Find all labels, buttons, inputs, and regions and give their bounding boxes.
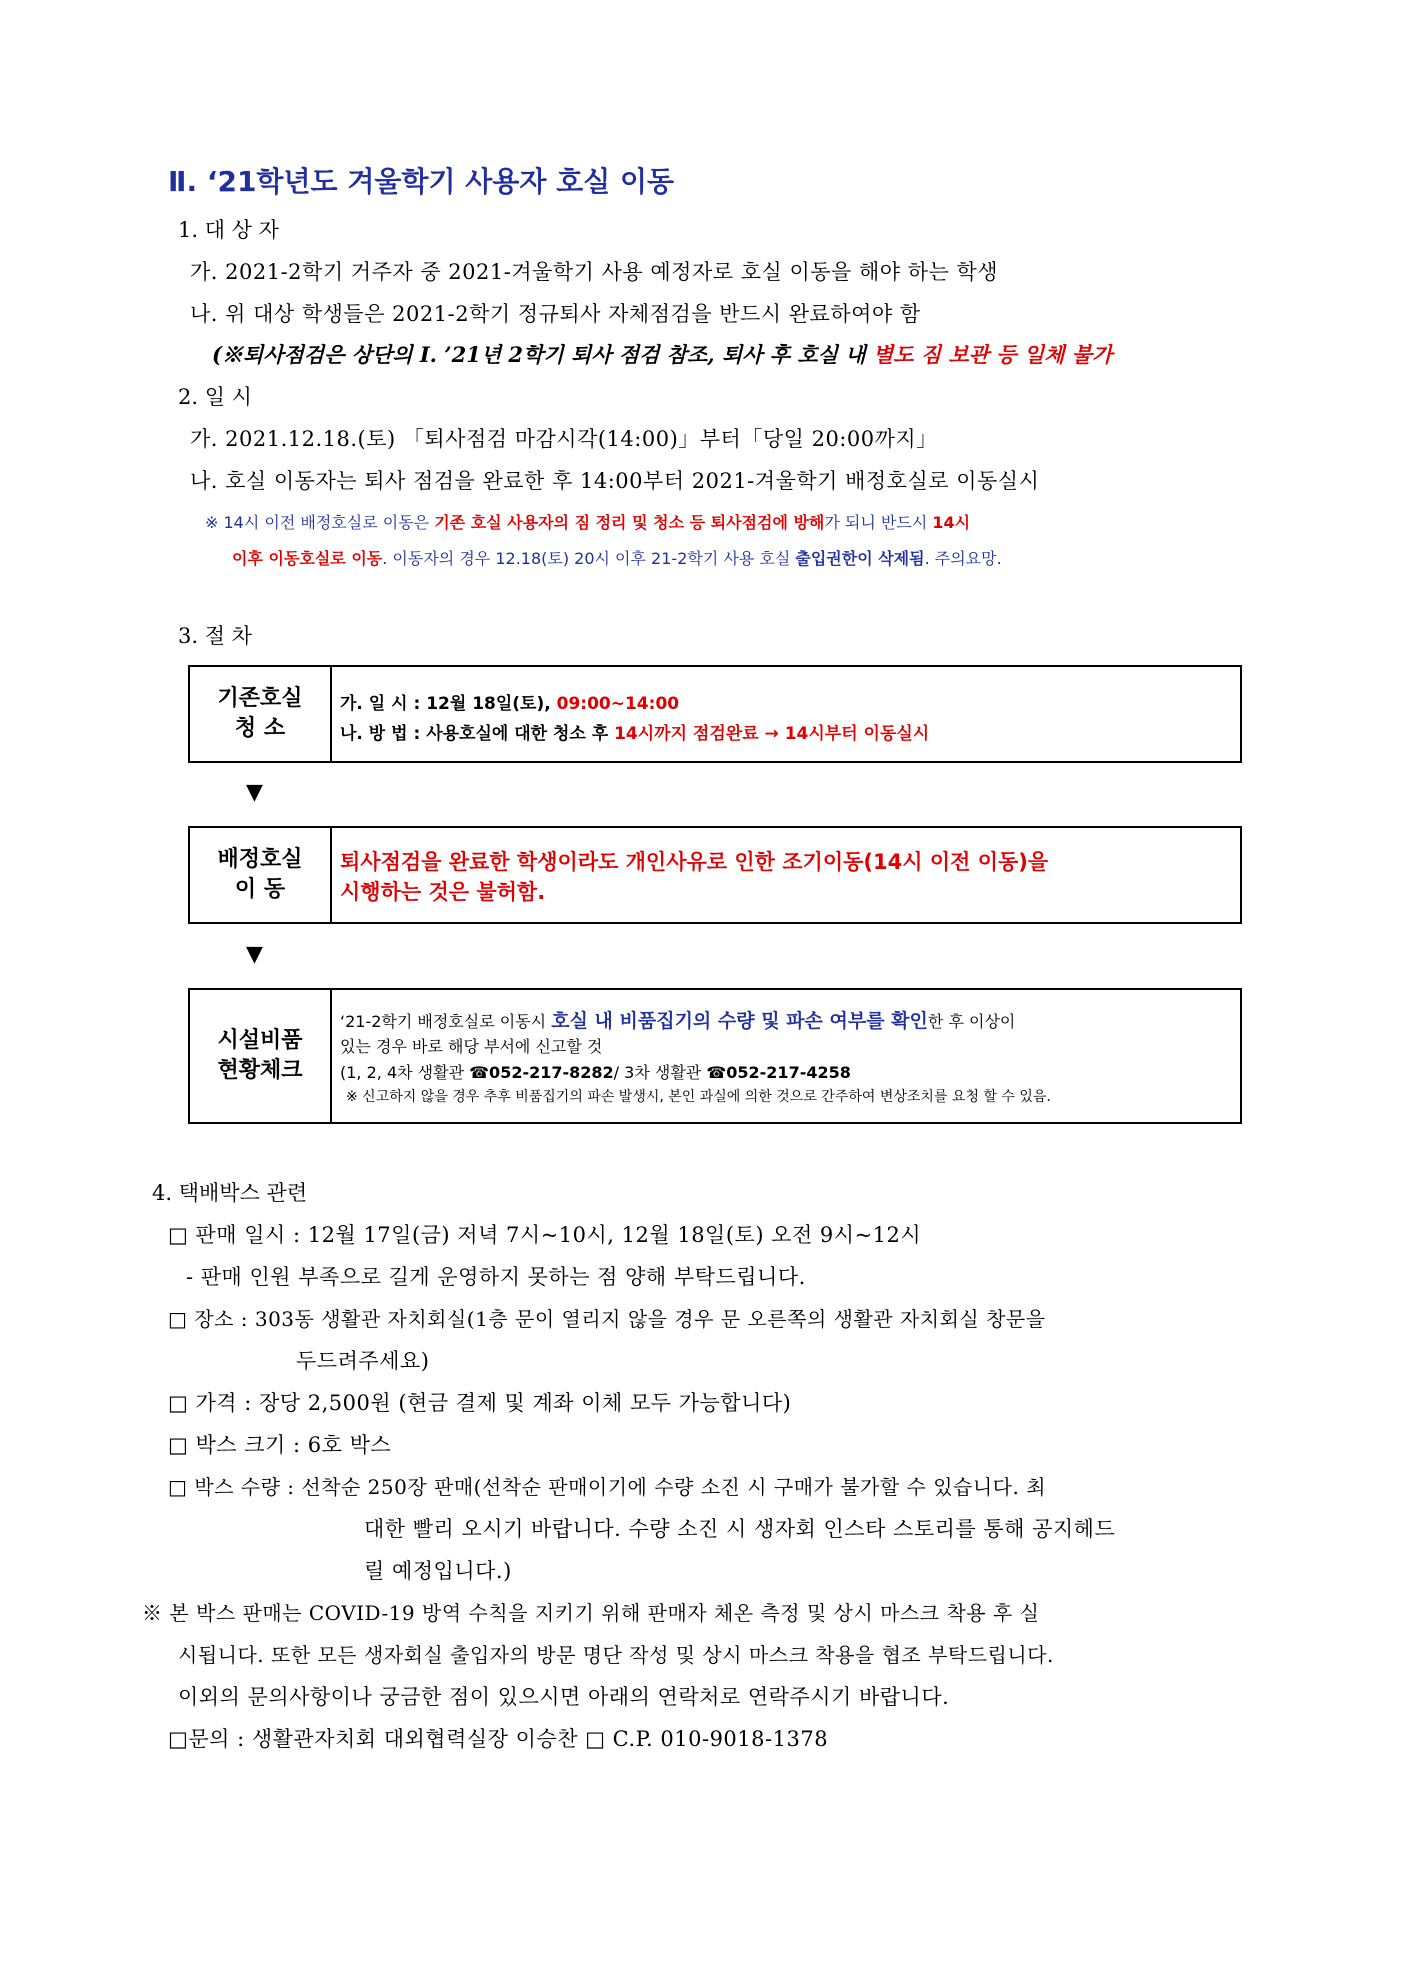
box-label-line: 청 소 [234, 716, 286, 741]
section-4-line: □ 박스 크기 : 6호 박스 [168, 1433, 392, 1457]
phone-number: ☎052-217-8282 [469, 1063, 614, 1082]
procedure-box-content [340, 667, 1232, 761]
box-content-line: 있는 경우 바로 해당 부서에 신고할 것 [340, 1037, 603, 1056]
section-1-item-b: 나. 위 대상 학생들은 2021-2학기 정규퇴사 자체점검을 반드시 완료하여야 함 [190, 302, 921, 326]
box-highlight: 09:00~14:00 [556, 694, 680, 714]
procedure-box-label [190, 990, 332, 1122]
box-highlight: 호실 내 비품집기의 수량 및 파손 여부를 확인 [551, 1010, 928, 1032]
section-4-notice: ※ 본 박스 판매는 COVID-19 방역 수칙을 지키기 위해 판매자 체온 측정 및 상시 마스크 착용 후 실 [142, 1601, 1040, 1625]
warning-text: ※ 14시 이전 배정호실로 이동은 [205, 513, 435, 532]
warning-text: . 이동자의 경우 12.18(토) 20시 이후 21-2학기 사용 호실 [382, 549, 796, 568]
box-content-note: ※ 신고하지 않을 경우 추후 비품집기의 파손 발생시, 본인 과실에 의한 것으로 간주하여 변상조치를 요청 할 수 있음. [346, 1089, 1051, 1105]
box-content-line: 퇴사점검을 완료한 학생이라도 개인사유로 인한 조기이동(14시 이전 이동)을 [340, 850, 1049, 874]
warning-bold: 출입권한이 삭제됨 [795, 549, 925, 568]
box-label-line: 기존호실 [217, 686, 303, 711]
box-text: ‘21-2학기 배정호실로 이동시 [340, 1012, 552, 1031]
box-label-line: 시설비품 [217, 1028, 303, 1053]
warning-highlight: 14시 [932, 513, 971, 532]
section-4-line: □ 장소 : 303동 생활관 자치회실(1층 문이 열리지 않을 경우 문 오른쪽의 생활관 자치회실 창문을 [168, 1307, 1046, 1331]
section-3-heading: 3. 절 차 [178, 624, 252, 648]
section-2-item-b: 나. 호실 이동자는 퇴사 점검을 완료한 후 14:00부터 2021-겨울학기 배정호실로 이동실시 [190, 469, 1040, 493]
procedure-box-cleaning [188, 665, 1242, 763]
box-label-line: 현황체크 [217, 1058, 303, 1083]
section-1-note [212, 339, 1112, 369]
warning-highlight: 기존 호실 사용자의 짐 정리 및 청소 등 퇴사점검에 방해 [434, 513, 825, 532]
warning-highlight: 이후 이동호실로 이동 [232, 549, 383, 568]
box-text: (1, 2, 4차 생활관 [340, 1063, 470, 1082]
box-text: 나. 방 법 : 사용호실에 대한 청소 후 [340, 724, 615, 744]
procedure-box-label [190, 828, 332, 922]
procedure-box-move [188, 826, 1242, 924]
section-2-item-a: 가. 2021.12.18.(토) 「퇴사점검 마감시각(14:00)」부터「당일 20:00까지」 [190, 427, 938, 451]
section-1-item-a: 가. 2021-2학기 거주자 중 2021-겨울학기 사용 예정자로 호실 이동을 해야 하는 학생 [190, 260, 999, 284]
box-label-line: 이 동 [234, 877, 286, 902]
page-title: Ⅱ. ‘21학년도 겨울학기 사용자 호실 이동 [168, 165, 675, 198]
procedure-box-label [190, 667, 332, 761]
box-label-line: 배정호실 [217, 847, 303, 872]
down-arrow-icon: ▼ [246, 942, 263, 967]
box-text: 한 후 이상이 [927, 1012, 1016, 1031]
box-content-line [340, 1006, 1015, 1033]
warning-text: . 주의요망. [924, 549, 1002, 568]
section-4-line: 두드려주세요) [296, 1349, 430, 1373]
box-content-line [340, 689, 679, 714]
section-4-line: - 판매 인원 부족으로 길게 운영하지 못하는 점 양해 부탁드립니다. [186, 1265, 806, 1289]
section-4-notice: 이외의 문의사항이나 궁금한 점이 있으시면 아래의 연락처로 연락주시기 바랍니다. [178, 1685, 950, 1709]
section-1-heading: 1. 대 상 자 [178, 218, 279, 242]
section-1-note-text: (※퇴사점검은 상단의 Ⅰ. ’21년 2학기 퇴사 점검 참조, 퇴사 후 호실 내 [212, 342, 873, 367]
procedure-box-facility-check [188, 988, 1242, 1124]
box-content-line [340, 1060, 851, 1083]
section-4-line: □ 박스 수량 : 선착순 250장 판매(선착순 판매이기에 수량 소진 시 구매가 불가할 수 있습니다. 최 [168, 1475, 1047, 1499]
section-2-heading: 2. 일 시 [178, 385, 252, 409]
down-arrow-icon: ▼ [246, 780, 263, 805]
section-4-line: □ 가격 : 장당 2,500원 (현금 결제 및 계좌 이체 모두 가능합니다) [168, 1391, 792, 1415]
section-1-note-highlight: 별도 짐 보관 등 일체 불가 [872, 342, 1113, 367]
section-4-contact: □문의 : 생활관자치회 대외협력실장 이승찬 □ C.P. 010-9018-1378 [168, 1727, 829, 1751]
warning-text: 가 되니 반드시 [824, 513, 933, 532]
phone-number: ☎052-217-4258 [706, 1063, 851, 1082]
box-text: 가. 일 시 : 12월 18일(토), [340, 694, 557, 714]
box-content-line: 시행하는 것은 불허함. [340, 880, 546, 904]
section-2-warning-line-2 [232, 546, 1002, 569]
box-content-line [340, 719, 929, 744]
section-2-warning-line-1 [205, 510, 970, 533]
section-4-line: 릴 예정입니다.) [364, 1559, 512, 1583]
procedure-box-content [340, 990, 1232, 1122]
section-4-heading: 4. 택배박스 관련 [152, 1181, 308, 1205]
section-4-line: 대한 빨리 오시기 바랍니다. 수량 소진 시 생자회 인스타 스토리를 통해 공지헤드 [364, 1517, 1116, 1541]
procedure-box-content [340, 828, 1232, 922]
section-4-line: □ 판매 일시 : 12월 17일(금) 저녁 7시~10시, 12월 18일(토) 오전 9시~12시 [168, 1223, 922, 1247]
box-text: / 3차 생활관 [613, 1063, 707, 1082]
section-4-notice: 시됩니다. 또한 모든 생자회실 출입자의 방문 명단 작성 및 상시 마스크 착용을 협조 부탁드립니다. [178, 1643, 1054, 1667]
box-highlight: 14시까지 점검완료 → 14시부터 이동실시 [614, 724, 930, 744]
